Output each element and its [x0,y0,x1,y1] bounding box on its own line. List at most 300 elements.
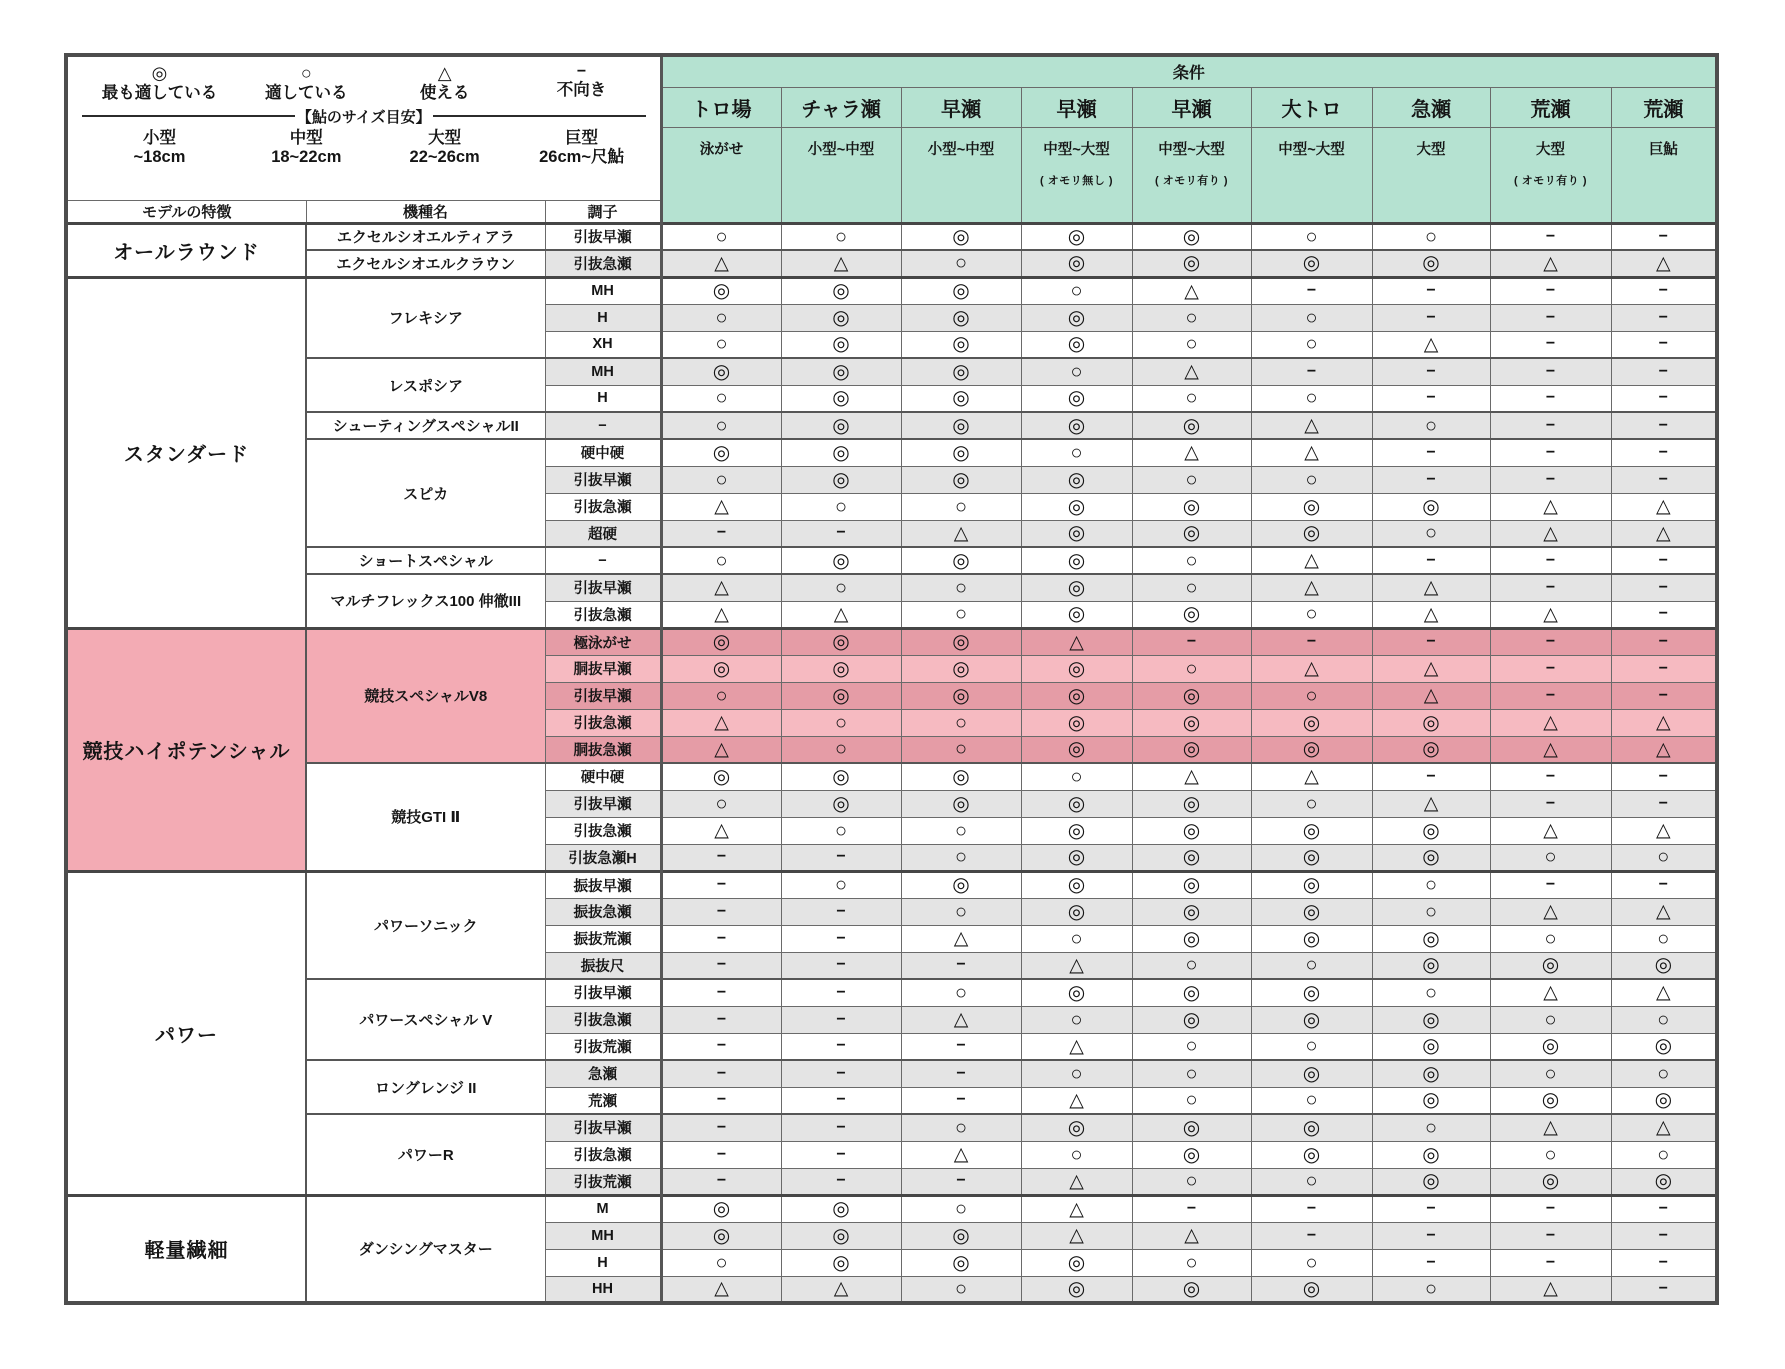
rating-cell: ◎ [781,466,901,493]
rating-cell: △ [1490,817,1611,844]
rating-cell: − [1372,277,1490,304]
rating-cell: ○ [901,493,1021,520]
rating-cell: ○ [1251,223,1372,250]
rating-cell: − [1372,763,1490,790]
rating-cell: △ [1611,979,1717,1006]
rating-legend [80,63,648,103]
condition-name-cell: チャラ瀬 [781,87,901,127]
legend-symbol: △ [437,63,452,83]
rating-cell: ○ [1021,277,1132,304]
tuning-cell: H [545,304,661,331]
rating-cell: − [1611,331,1717,358]
feature-column-header: モデルの特徴 [66,200,306,223]
condition-name-cell: トロ場 [661,87,781,127]
rating-cell: ◎ [901,385,1021,412]
rating-cell: ◎ [901,547,1021,574]
rating-cell: − [1490,277,1611,304]
rating-cell: ◎ [1021,412,1132,439]
rating-cell: ◎ [1251,520,1372,547]
rating-cell: △ [1251,763,1372,790]
tuning-cell: 引抜早瀬 [545,682,661,709]
rating-cell: ◎ [901,358,1021,385]
rating-cell: ◎ [901,682,1021,709]
rating-cell: ◎ [1372,493,1490,520]
rating-cell: − [1490,358,1611,385]
rating-cell: ◎ [781,682,901,709]
category-cell: オールラウンド [66,223,306,277]
rating-cell: − [661,1087,781,1114]
tuning-cell: 引抜急瀬 [545,601,661,628]
rating-row [66,547,1717,574]
rating-cell: − [1611,628,1717,655]
rating-cell: △ [661,601,781,628]
rating-cell: △ [661,709,781,736]
tuning-cell: 超硬 [545,520,661,547]
rating-cell: ○ [901,844,1021,871]
rating-cell: − [781,1060,901,1087]
rating-cell: − [1372,628,1490,655]
rating-cell: △ [1490,250,1611,277]
rating-cell: ○ [1490,925,1611,952]
tuning-cell: 引抜早瀬 [545,466,661,493]
rating-cell: − [661,925,781,952]
rating-cell: ◎ [1372,1033,1490,1060]
tuning-cell: 極泳がせ [545,628,661,655]
rating-cell: − [1490,331,1611,358]
condition-size-label: 中型~大型 [1278,141,1345,158]
tuning-cell: 引抜急瀬 [545,250,661,277]
tuning-cell: H [545,1249,661,1276]
rating-cell: ○ [661,1249,781,1276]
rating-row [66,277,1717,304]
rating-cell: − [1611,466,1717,493]
rating-cell: ◎ [1132,790,1251,817]
rating-cell: − [781,979,901,1006]
model-name-cell: 競技スペシャルV8 [306,628,545,763]
rating-cell: ◎ [1132,817,1251,844]
rating-cell: △ [661,817,781,844]
rating-cell: ◎ [1251,493,1372,520]
rating-cell: ○ [781,223,901,250]
condition-name-cell: 早瀬 [901,87,1021,127]
rating-cell: ○ [1611,925,1717,952]
legend-block [66,55,661,200]
tuning-cell: MH [545,1222,661,1249]
rating-cell: ○ [781,709,901,736]
rating-cell: △ [1372,790,1490,817]
legend-symbol: ○ [300,63,312,83]
rating-cell: ◎ [1132,682,1251,709]
rating-cell: ◎ [901,1249,1021,1276]
rating-row [66,1114,1717,1141]
rating-cell: ◎ [781,304,901,331]
rating-cell: ○ [1132,547,1251,574]
rating-cell: △ [661,736,781,763]
rating-cell: △ [1251,574,1372,601]
rating-cell: △ [1490,736,1611,763]
rating-cell: − [1490,1222,1611,1249]
rating-cell: − [661,1141,781,1168]
rating-cell: ◎ [1021,385,1132,412]
category-cell: 競技ハイポテンシャル [66,628,306,871]
rating-cell: ◎ [1251,250,1372,277]
rating-cell: △ [1490,601,1611,628]
condition-size-cell [1021,127,1132,223]
tuning-cell: 振抜尺 [545,952,661,979]
rating-cell: − [1611,655,1717,682]
rating-cell: ◎ [1021,1249,1132,1276]
rating-cell: ◎ [1251,1141,1372,1168]
rating-cell: ◎ [901,871,1021,898]
rating-cell: ○ [1132,1168,1251,1195]
tuning-cell: HH [545,1276,661,1303]
rating-cell: − [901,1033,1021,1060]
rating-cell: − [661,1168,781,1195]
rating-cell: − [1611,763,1717,790]
rating-cell: ○ [1251,331,1372,358]
rating-cell: − [1490,871,1611,898]
rating-cell: − [661,844,781,871]
rating-cell: − [901,1087,1021,1114]
rating-cell: ◎ [1021,1276,1132,1303]
tuning-cell: 振抜荒瀬 [545,925,661,952]
rating-cell: ○ [1372,871,1490,898]
rating-row [66,1060,1717,1087]
size-guide [80,129,648,169]
rating-cell: − [1490,466,1611,493]
rating-cell: ○ [901,574,1021,601]
tuning-cell: 胴抜早瀬 [545,655,661,682]
condition-size-label: 巨鮎 [1648,141,1678,158]
tuning-cell: 引抜早瀬 [545,223,661,250]
rating-cell: ◎ [1251,817,1372,844]
rating-cell: − [661,520,781,547]
rating-cell: ◎ [1132,1276,1251,1303]
rating-cell: ◎ [1372,736,1490,763]
rating-cell: − [901,952,1021,979]
size-name: 大型 [428,128,462,147]
rating-cell: ◎ [1611,1033,1717,1060]
rating-cell: ◎ [1132,250,1251,277]
rating-cell: ◎ [1132,601,1251,628]
rating-cell: ○ [661,304,781,331]
rating-cell: ○ [661,466,781,493]
rating-cell: ○ [781,736,901,763]
rating-row [66,358,1717,385]
condition-name-cell: 大トロ [1251,87,1372,127]
rating-cell: △ [1372,655,1490,682]
rating-cell: ◎ [661,358,781,385]
rating-cell: ◎ [781,439,901,466]
rating-cell: ○ [661,412,781,439]
rating-cell: △ [1490,709,1611,736]
rating-cell: − [781,925,901,952]
rating-cell: ○ [1490,1006,1611,1033]
model-name-cell: パワーソニック [306,871,545,979]
condition-size-cell [1132,127,1251,223]
rating-cell: △ [1490,898,1611,925]
rating-cell: ○ [1490,1060,1611,1087]
rating-cell: △ [1611,709,1717,736]
rating-cell: − [781,1006,901,1033]
rating-cell: ○ [781,817,901,844]
rating-cell: − [781,520,901,547]
legend-label: 最も適している [101,83,218,102]
rating-cell: ○ [1021,1060,1132,1087]
tuning-cell: 引抜急瀬 [545,493,661,520]
rating-cell: △ [1132,439,1251,466]
rating-cell: ◎ [1021,898,1132,925]
rating-cell: ◎ [901,628,1021,655]
tuning-cell: 引抜早瀬 [545,979,661,1006]
rating-cell: ○ [1132,952,1251,979]
rating-cell: ◎ [1251,979,1372,1006]
rating-cell: − [1490,790,1611,817]
condition-size-label: 中型~大型 [1043,141,1110,158]
rating-cell: − [1372,1195,1490,1222]
rating-cell: ○ [661,682,781,709]
rating-cell: − [1251,277,1372,304]
rating-cell: ◎ [1021,304,1132,331]
rating-cell: ◎ [1251,871,1372,898]
rating-cell: − [661,871,781,898]
rating-cell: ◎ [901,304,1021,331]
size-guide-divider [82,106,646,127]
rating-cell: ◎ [1132,709,1251,736]
rating-cell: − [1490,223,1611,250]
rating-cell: ◎ [1132,412,1251,439]
rating-cell: − [1132,628,1251,655]
rating-cell: ○ [1251,1087,1372,1114]
legend-symbol: − [576,63,587,80]
rating-cell: △ [1490,493,1611,520]
rating-cell: △ [901,1006,1021,1033]
header-row-legend [66,55,1717,87]
rating-cell: ◎ [1251,1276,1372,1303]
condition-size-cell [1490,127,1611,223]
rating-cell: ◎ [901,277,1021,304]
rating-cell: ○ [1251,1249,1372,1276]
rating-cell: − [1372,385,1490,412]
rating-cell: ○ [1132,655,1251,682]
rating-cell: ◎ [1490,952,1611,979]
tuning-cell: 引抜急瀬 [545,1006,661,1033]
rating-cell: − [1611,547,1717,574]
tuning-cell: 荒瀬 [545,1087,661,1114]
rating-cell: ◎ [661,1195,781,1222]
rating-cell: ○ [1251,682,1372,709]
rating-cell: △ [1021,952,1132,979]
rating-cell: ◎ [661,277,781,304]
rating-cell: ◎ [781,547,901,574]
tuning-column-header: 調子 [545,200,661,223]
rating-cell: △ [1251,547,1372,574]
rating-cell: ◎ [1021,331,1132,358]
rating-cell: ○ [1132,574,1251,601]
rating-cell: ◎ [901,412,1021,439]
rating-cell: ○ [1132,1249,1251,1276]
model-name-cell: フレキシア [306,277,545,358]
rating-row [66,871,1717,898]
rating-cell: △ [1251,412,1372,439]
tuning-cell: 引抜荒瀬 [545,1168,661,1195]
rating-cell: − [781,952,901,979]
rating-cell: − [1611,1195,1717,1222]
condition-size-cell [1611,127,1717,223]
rating-cell: ◎ [1021,682,1132,709]
rating-cell: ◎ [901,655,1021,682]
rating-cell: ◎ [1021,871,1132,898]
model-name-cell: シューティングスペシャルII [306,412,545,439]
rating-cell: △ [661,574,781,601]
tuning-cell: 胴抜急瀬 [545,736,661,763]
rating-cell: ○ [1372,223,1490,250]
rating-cell: ◎ [1490,1168,1611,1195]
rating-cell: ○ [1251,385,1372,412]
size-name: 巨型 [565,128,599,147]
rating-cell: ○ [1372,520,1490,547]
rating-cell: − [661,1114,781,1141]
size-range: 22~26cm [409,148,480,167]
condition-size-label: 小型~中型 [807,141,875,158]
rating-cell: ○ [1490,844,1611,871]
rating-cell: ◎ [1372,1141,1490,1168]
size-guide-item [374,129,516,169]
condition-name-cell: 荒瀬 [1490,87,1611,127]
rating-cell: ○ [1251,790,1372,817]
rating-cell: − [1611,277,1717,304]
rating-cell: △ [1372,682,1490,709]
rating-cell: ◎ [781,412,901,439]
rating-cell: ◎ [661,628,781,655]
rating-cell: ◎ [1372,1087,1490,1114]
rating-cell: △ [1490,520,1611,547]
rating-cell: △ [1372,601,1490,628]
rating-cell: − [1132,1195,1251,1222]
condition-size-label: 小型~中型 [927,141,995,158]
rating-cell: ◎ [1132,1141,1251,1168]
rating-cell: △ [1021,1033,1132,1060]
rating-cell: ◎ [901,331,1021,358]
rating-cell: △ [1021,628,1132,655]
rating-cell: − [1372,1249,1490,1276]
rating-cell: − [1490,763,1611,790]
rating-cell: ◎ [781,331,901,358]
rating-cell: ◎ [661,655,781,682]
rating-cell: ○ [1132,466,1251,493]
rating-cell: ○ [1021,1006,1132,1033]
rating-cell: ◎ [1132,844,1251,871]
rating-cell: ◎ [1372,1060,1490,1087]
condition-size-label: 中型~大型 [1158,141,1225,158]
rating-cell: ◎ [781,1249,901,1276]
size-range: ~18cm [133,148,186,167]
rating-cell: − [1611,574,1717,601]
condition-size-label: 大型 [1536,141,1566,158]
rating-cell: ◎ [781,655,901,682]
rating-cell: ◎ [661,1222,781,1249]
rating-cell: ○ [661,547,781,574]
size-guide-item [516,129,648,169]
rating-cell: ○ [901,250,1021,277]
rating-cell: − [1490,304,1611,331]
rating-cell: ◎ [1372,952,1490,979]
rating-cell: − [1611,304,1717,331]
rating-row [66,628,1717,655]
rating-cell: ◎ [1021,790,1132,817]
rating-cell: ◎ [1021,547,1132,574]
rating-cell: △ [1132,358,1251,385]
rating-cell: △ [781,601,901,628]
rating-cell: − [1490,1249,1611,1276]
rating-cell: ○ [1251,1168,1372,1195]
rating-cell: ○ [661,331,781,358]
size-range: 18~22cm [271,148,342,167]
rating-cell: − [1490,547,1611,574]
rating-cell: − [1490,412,1611,439]
rating-cell: ○ [901,1195,1021,1222]
rating-cell: ○ [1132,1033,1251,1060]
legend-label: 適している [265,83,348,102]
category-cell: スタンダード [66,277,306,628]
legend-item [516,63,648,103]
divider-line-right [433,115,646,117]
condition-size-cell [1372,127,1490,223]
rating-row [66,979,1717,1006]
rating-cell: − [1372,547,1490,574]
rating-cell: − [781,1168,901,1195]
rating-row [66,223,1717,250]
rating-cell: − [1611,871,1717,898]
rating-row [66,439,1717,466]
rating-cell: ○ [901,1114,1021,1141]
rating-cell: △ [1132,1222,1251,1249]
rating-cell: ◎ [1372,1168,1490,1195]
rating-cell: ◎ [781,628,901,655]
model-name-cell: レスポシア [306,358,545,412]
rating-cell: − [661,1033,781,1060]
condition-name-cell: 急瀬 [1372,87,1490,127]
rating-cell: ◎ [1021,1114,1132,1141]
rating-cell: △ [781,1276,901,1303]
legend-item [80,63,239,103]
rating-cell: ◎ [1132,493,1251,520]
legend-label: 不向き [556,81,607,100]
tuning-cell: 硬中硬 [545,439,661,466]
rating-cell: − [1611,385,1717,412]
size-range: 26cm~尺鮎 [539,148,624,167]
rating-cell: − [1372,304,1490,331]
rating-cell: − [1611,223,1717,250]
rating-cell: △ [1611,817,1717,844]
tuning-cell: 引抜急瀬H [545,844,661,871]
rating-cell: − [661,898,781,925]
rating-cell: △ [1021,1195,1132,1222]
rating-cell: △ [901,520,1021,547]
condition-name-cell: 早瀬 [1021,87,1132,127]
model-name-cell: エクセルシオエルクラウン [306,250,545,277]
rating-cell: − [1372,439,1490,466]
rating-cell: − [781,1141,901,1168]
condition-size-cell [661,127,781,223]
rating-cell: ◎ [1021,250,1132,277]
tuning-cell: 引抜急瀬 [545,1141,661,1168]
rating-cell: ○ [901,898,1021,925]
rating-cell: ○ [901,709,1021,736]
conditions-header: 条件 [661,55,1717,87]
rating-cell: ◎ [1021,709,1132,736]
category-cell: パワー [66,871,306,1195]
